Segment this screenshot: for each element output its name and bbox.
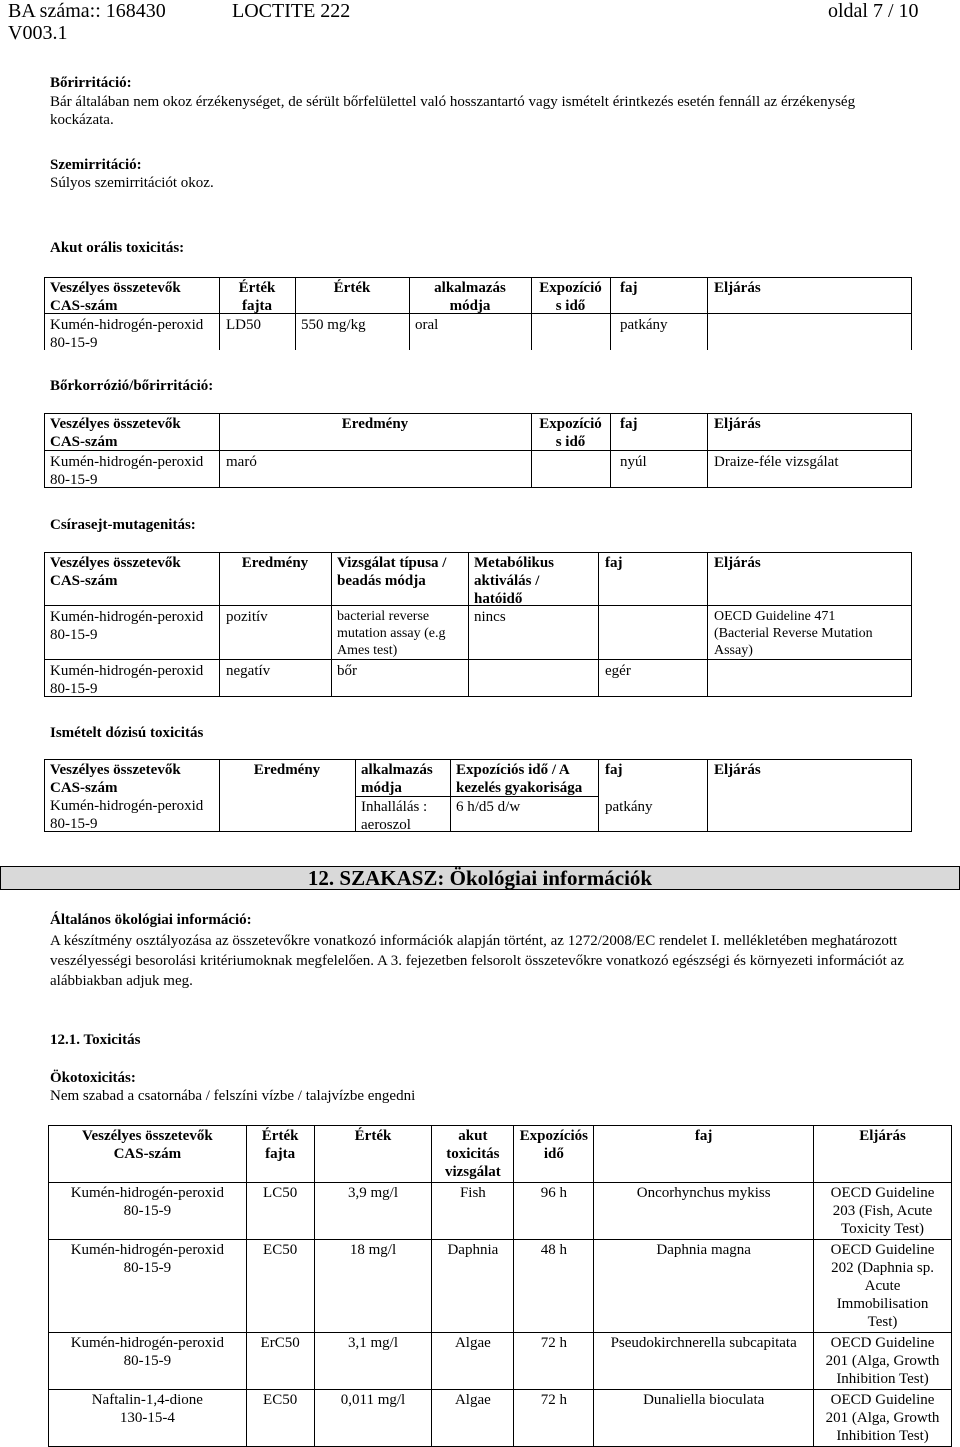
- mutagen-row1-metabolic: nincs: [474, 609, 506, 625]
- repeat-header-substance: Veszélyes összetevők CAS-szám: [50, 762, 181, 796]
- mutagen-header-metabolic: Metabólikus aktiválás / hatóidő: [474, 555, 555, 607]
- corrosion-header-method: Eljárás: [714, 416, 761, 432]
- corrosion-header-exposure: Expozíció s idő: [539, 416, 602, 450]
- table-row: [49, 1333, 952, 1390]
- eco-cell-method: OECD Guideline 203 (Fish, Acute Toxicity Test): [814, 1183, 952, 1240]
- acute-header-exposure: Expozíció s idő: [539, 280, 602, 314]
- mutagen-row2-substance: Kumén-hidrogén-peroxid 80-15-9: [50, 663, 204, 697]
- eco-cell-substance: Kumén-hidrogén-peroxid 80-15-9: [49, 1240, 247, 1333]
- eye-irritation-title: Szemirritáció:: [50, 157, 142, 173]
- mutagen-row2-result: negatív: [226, 663, 271, 679]
- repeat-title: Ismételt dózisú toxicitás: [50, 725, 204, 741]
- corrosion-header-species: faj: [620, 416, 638, 432]
- repeat-header-method: Eljárás: [714, 762, 761, 778]
- skin-irritation-text: Bár általában nem okoz érzékenységet, de sérült bőrfelülettel való hosszantartó vagy ismételt érintkezés esetén fennáll az érzékenység kockázata.: [50, 94, 856, 128]
- repeat-header-species: faj: [605, 762, 623, 778]
- repeat-row-exposure: 6 h/d5 d/w: [456, 799, 521, 815]
- mutagen-header-test-type: Vizsgálat típusa / beadás módja: [337, 555, 447, 589]
- ecotox-title: Ökotoxicitás:: [50, 1070, 136, 1086]
- repeat-row-substance: Kumén-hidrogén-peroxid 80-15-9: [50, 798, 204, 832]
- eco-cell-substance: Kumén-hidrogén-peroxid 80-15-9: [49, 1183, 247, 1240]
- eco-cell-test: Fish: [432, 1183, 514, 1240]
- acute-header-value: Érték: [333, 280, 371, 296]
- acute-header-value-type: Érték fajta: [238, 280, 276, 314]
- ecotox-table: [48, 1125, 952, 1447]
- eco-cell-exposure: 48 h: [514, 1240, 594, 1333]
- eco-header-value-type: Érték fajta: [246, 1126, 314, 1183]
- repeat-header-result: Eredmény: [253, 762, 321, 778]
- acute-row-substance: Kumén-hidrogén-peroxid 80-15-9: [50, 317, 204, 351]
- eco-cell-value: 3,9 mg/l: [314, 1183, 432, 1240]
- acute-row-route: oral: [415, 317, 439, 333]
- doc-version: V003.1: [8, 22, 68, 44]
- mutagen-header-substance: Veszélyes összetevők CAS-szám: [50, 555, 181, 589]
- corrosion-header-substance: Veszélyes összetevők CAS-szám: [50, 416, 181, 450]
- eco-cell-value: 18 mg/l: [314, 1240, 432, 1333]
- table-row: [49, 1390, 952, 1447]
- eco-cell-test: Daphnia: [432, 1240, 514, 1333]
- table-row: [49, 1240, 952, 1333]
- table-row: [49, 1183, 952, 1240]
- eco-cell-species: Oncorhynchus mykiss: [594, 1183, 814, 1240]
- mutagen-row2-test-type: bőr: [337, 663, 357, 679]
- eco-header-species: faj: [594, 1126, 814, 1183]
- eco-cell-value-type: ErC50: [246, 1333, 314, 1390]
- acute-header-method: Eljárás: [714, 280, 761, 296]
- mutagen-header-result: Eredmény: [241, 555, 309, 571]
- eco-cell-method: OECD Guideline 201 (Alga, Growth Inhibition Test): [814, 1333, 952, 1390]
- repeat-header-route: alkalmazás módja: [361, 762, 433, 796]
- acute-row-value-type: LD50: [226, 317, 261, 333]
- eco-header-substance: Veszélyes összetevők CAS-szám: [49, 1126, 247, 1183]
- section-12-banner: 12. SZAKASZ: Ökológiai információk: [0, 866, 960, 890]
- repeat-row-species: patkány: [605, 799, 653, 815]
- acute-header-route: alkalmazás módja: [434, 280, 506, 314]
- eco-cell-test: Algae: [432, 1333, 514, 1390]
- eco-cell-exposure: 72 h: [514, 1390, 594, 1447]
- ecotox-header-row: [49, 1126, 952, 1183]
- eco-header-test: akut toxicitás vizsgálat: [432, 1126, 514, 1183]
- acute-row-species: patkány: [620, 317, 668, 333]
- ecotox-text: Nem szabad a csatornába / felszíni vízbe / talajvízbe engedni: [50, 1088, 416, 1104]
- product-name: LOCTITE 222: [232, 0, 351, 22]
- mutagen-title: Csírasejt-mutagenitás:: [50, 517, 196, 533]
- acute-row-value: 550 mg/kg: [301, 317, 366, 333]
- repeat-row-route: Inhallálás : aeroszol: [361, 799, 428, 833]
- mutagen-row1-method: OECD Guideline 471 (Bacterial Reverse Mutation Assay): [714, 609, 873, 658]
- eco-header-method: Eljárás: [814, 1126, 952, 1183]
- corrosion-row-species: nyúl: [620, 454, 647, 470]
- eco-cell-value: 0,011 mg/l: [314, 1390, 432, 1447]
- skin-irritation-title: Bőrirritáció:: [50, 75, 132, 91]
- mutagen-header-method: Eljárás: [714, 555, 761, 571]
- eye-irritation-text: Súlyos szemirritációt okoz.: [50, 175, 214, 191]
- eco-cell-exposure: 72 h: [514, 1333, 594, 1390]
- eco-cell-substance: Naftalin-1,4-dione 130-15-4: [49, 1390, 247, 1447]
- page-indicator: oldal 7 / 10: [828, 0, 919, 22]
- eco-cell-method: OECD Guideline 201 (Alga, Growth Inhibition Test): [814, 1390, 952, 1447]
- eco-cell-value-type: EC50: [246, 1390, 314, 1447]
- general-eco-text: A készítmény osztályozása az összetevőkre vonatkozó információk alapján történt, az 1272/2008/EC rendelet I. mellékletében meghatározott veszélyességi besorolási kritériumoknak megfelelően. A 3. fejezetben felsorolt összetevőkre vonatkozó egészségi és környezeti információt az alábbiakban adjuk meg.: [50, 933, 904, 989]
- eco-cell-value-type: LC50: [246, 1183, 314, 1240]
- eco-cell-species: Dunaliella bioculata: [594, 1390, 814, 1447]
- mutagen-row1-test-type: bacterial reverse mutation assay (e.g Ames test): [337, 609, 446, 658]
- acute-header-substance: Veszélyes összetevők CAS-szám: [50, 280, 181, 314]
- acute-col-substance: [50, 279, 181, 315]
- acute-header-species: faj: [620, 280, 638, 296]
- eco-cell-species: Daphnia magna: [594, 1240, 814, 1333]
- corrosion-row-method: Draize-féle vizsgálat: [714, 454, 839, 470]
- eco-cell-method: OECD Guideline 202 (Daphnia sp. Acute Immobilisation Test): [814, 1240, 952, 1333]
- mutagen-row1-substance: Kumén-hidrogén-peroxid 80-15-9: [50, 609, 204, 643]
- eco-cell-value-type: EC50: [246, 1240, 314, 1333]
- corrosion-title: Bőrkorrózió/bőrirritáció:: [50, 378, 214, 394]
- mutagen-header-species: faj: [605, 555, 623, 571]
- eco-cell-exposure: 96 h: [514, 1183, 594, 1240]
- eco-header-value: Érték: [314, 1126, 432, 1183]
- doc-number: BA száma:: 168430: [8, 0, 166, 22]
- eco-header-exposure: Expozíciós idő: [514, 1126, 594, 1183]
- toxicity-title: 12.1. Toxicitás: [50, 1032, 141, 1048]
- mutagen-row2-species: egér: [605, 663, 631, 679]
- mutagen-row1-result: pozitív: [226, 609, 268, 625]
- eco-cell-value: 3,1 mg/l: [314, 1333, 432, 1390]
- corrosion-row-substance: Kumén-hidrogén-peroxid 80-15-9: [50, 454, 204, 488]
- repeat-header-exposure: Expozíciós idő / A kezelés gyakorisága: [456, 762, 583, 796]
- eco-cell-test: Algae: [432, 1390, 514, 1447]
- corrosion-header-result: Eredmény: [341, 416, 409, 432]
- eco-cell-species: Pseudokirchnerella subcapitata: [594, 1333, 814, 1390]
- general-eco-title: Általános ökológiai információ:: [50, 912, 252, 928]
- eco-cell-substance: Kumén-hidrogén-peroxid 80-15-9: [49, 1333, 247, 1390]
- acute-oral-title: Akut orális toxicitás:: [50, 240, 185, 256]
- corrosion-row-result: maró: [226, 454, 257, 470]
